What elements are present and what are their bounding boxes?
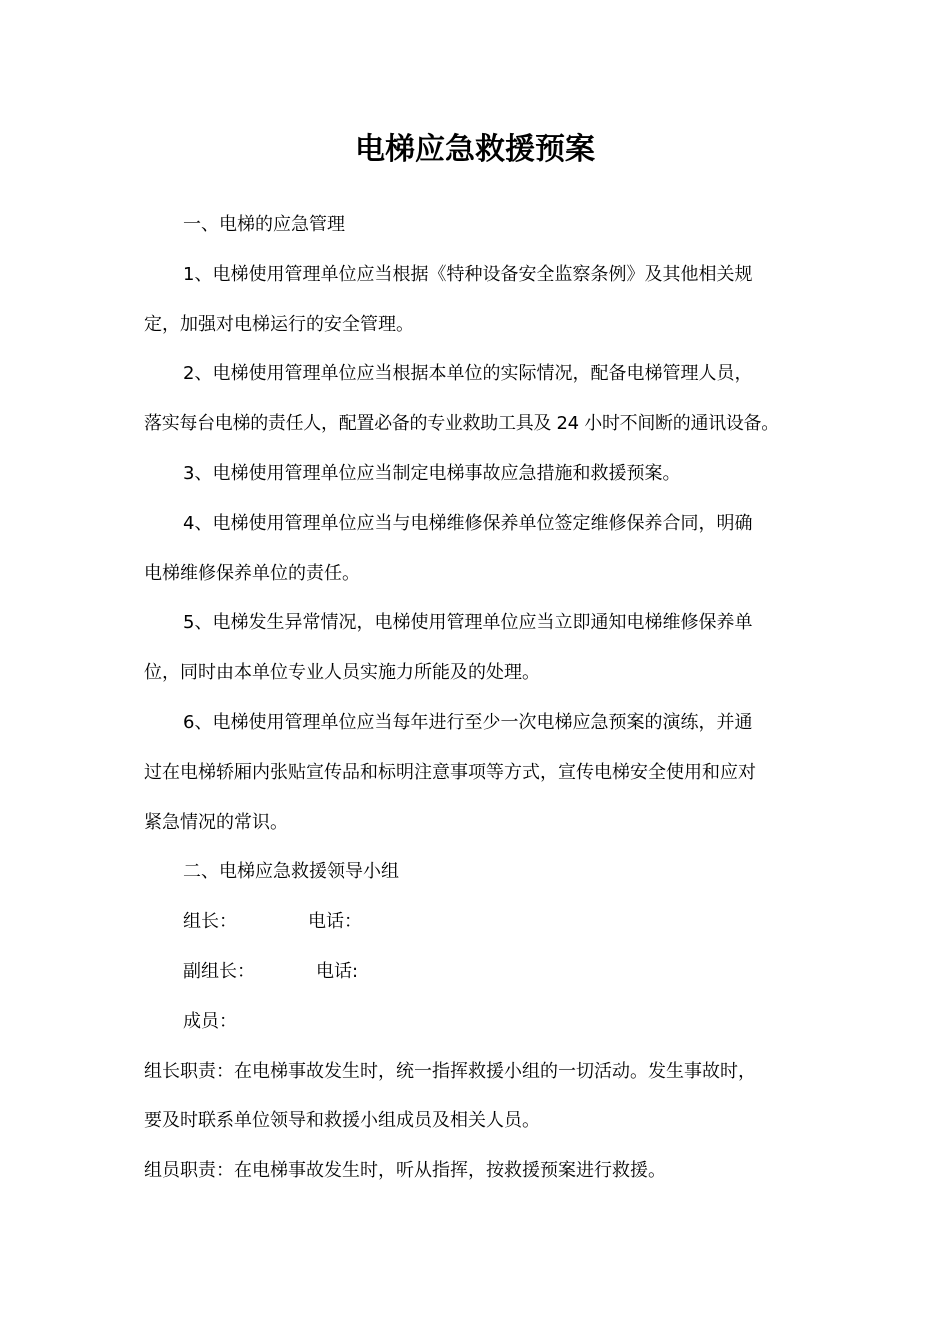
leader-label: 组长： [183, 911, 237, 933]
paragraph-6-line-2: 过在电梯轿厢内张贴宣传品和标明注意事项等方式，宣传电梯安全使用和应对 [144, 761, 756, 783]
paragraph-2-line-2: 落实每台电梯的责任人，配置必备的专业救助工具及 24 小时不间断的通讯设备。 [144, 413, 779, 435]
leader-duty-line-1: 组长职责：在电梯事故发生时，统一指挥救援小组的一切活动。发生事故时， [144, 1060, 756, 1082]
section-heading: 一、电梯的应急管理 [183, 214, 345, 235]
member-duty: 组员职责：在电梯事故发生时，听从指挥，按救援预案进行救援。 [144, 1160, 666, 1182]
document-title: 电梯应急救援预案 [355, 132, 595, 167]
section-heading: 二、电梯应急救援领导小组 [183, 861, 399, 883]
leader-phone-label: 电话： [308, 911, 362, 933]
paragraph-3-line-1: 3、电梯使用管理单位应当制定电梯事故应急措施和救援预案。 [183, 462, 681, 484]
members-label: 成员： [183, 1010, 237, 1032]
leader-duty-line-2: 要及时联系单位领导和救援小组成员及相关人员。 [144, 1110, 540, 1132]
paragraph-4-line-2: 电梯维修保养单位的责任。 [144, 562, 360, 584]
paragraph-1-line-2: 定，加强对电梯运行的安全管理。 [144, 313, 414, 335]
deputy-row [144, 947, 824, 997]
paragraph-6-line-1: 6、电梯使用管理单位应当每年进行至少一次电梯应急预案的演练，并通 [183, 711, 753, 733]
document-body [144, 200, 824, 1196]
deputy-phone-label: 电话: [316, 960, 359, 982]
deputy-label: 副组长： [183, 960, 255, 982]
paragraph-6-line-3: 紧急情况的常识。 [144, 811, 288, 833]
paragraph-2-line-1: 2、电梯使用管理单位应当根据本单位的实际情况，配备电梯管理人员， [183, 363, 753, 385]
paragraph-4-line-1: 4、电梯使用管理单位应当与电梯维修保养单位签定维修保养合同，明确 [183, 512, 753, 534]
paragraph-5-line-1: 5、电梯发生异常情况，电梯使用管理单位应当立即通知电梯维修保养单 [183, 612, 753, 634]
paragraph-1-line-1: 1、电梯使用管理单位应当根据《特种设备安全监察条例》及其他相关规 [183, 263, 753, 285]
paragraph-5-line-2: 位，同时由本单位专业人员实施力所能及的处理。 [144, 662, 540, 684]
leader-row [144, 897, 824, 947]
